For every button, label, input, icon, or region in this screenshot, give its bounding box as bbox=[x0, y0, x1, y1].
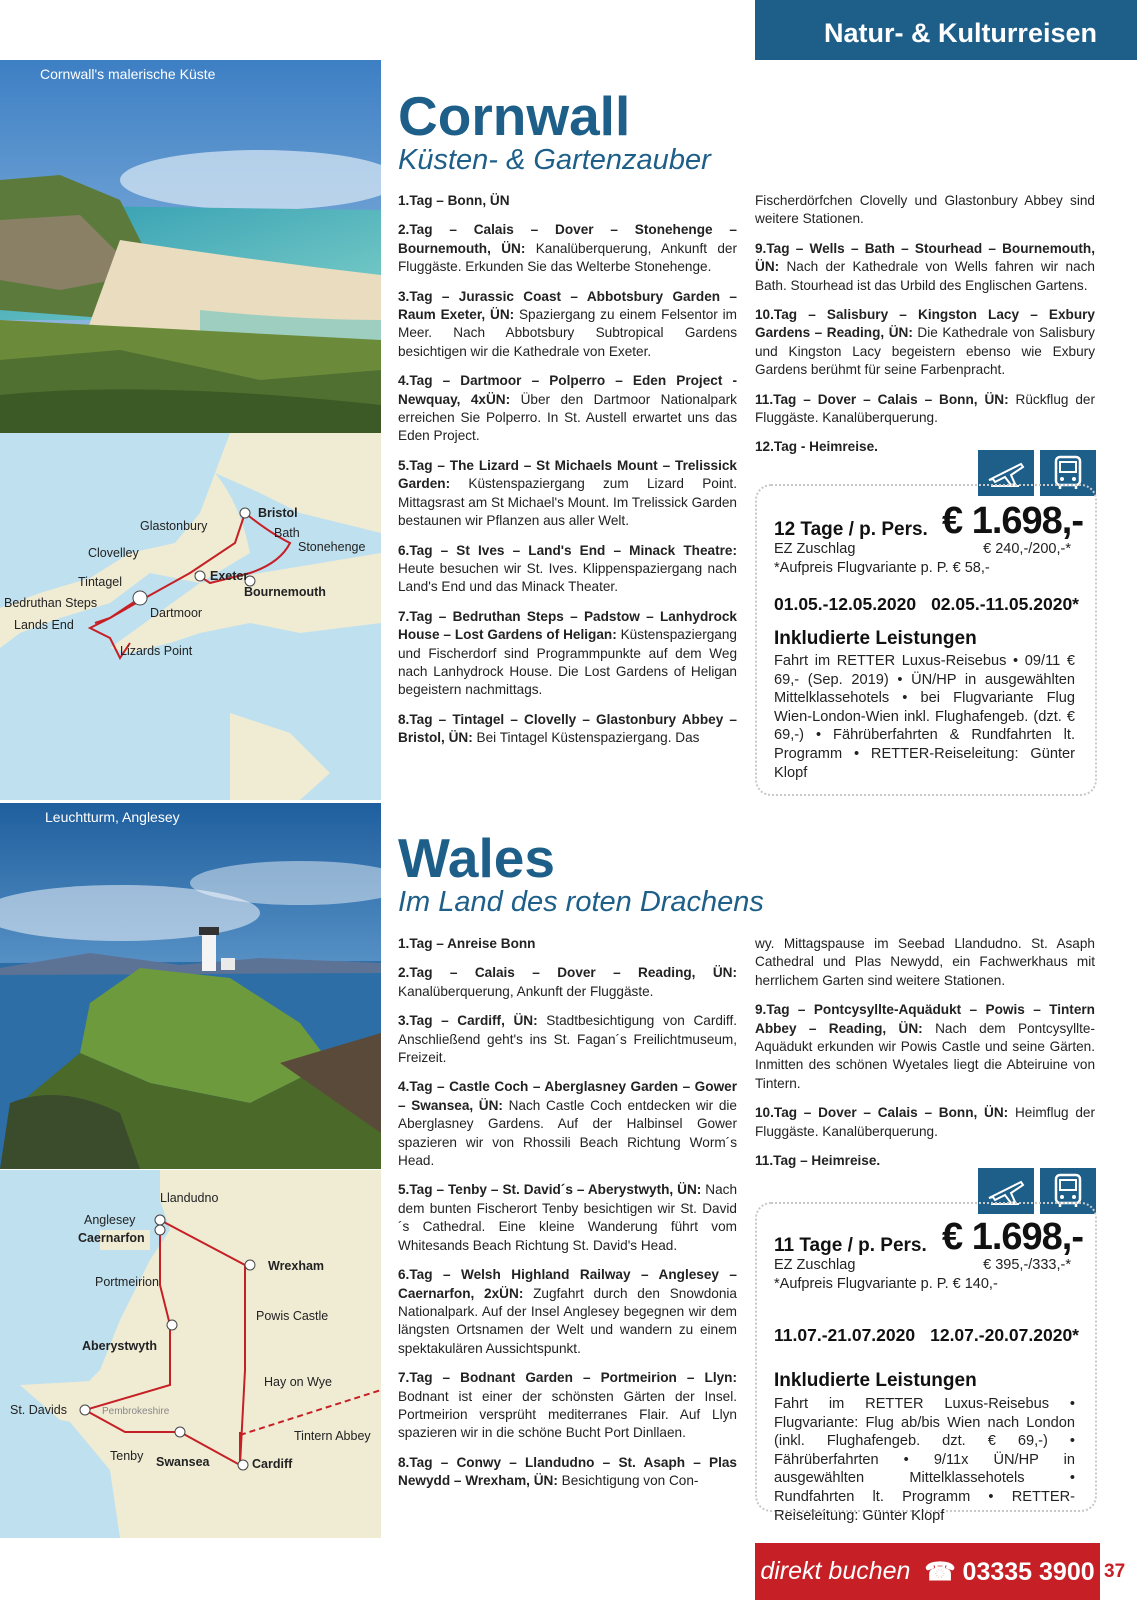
map-label: Anglesey bbox=[84, 1213, 136, 1227]
itinerary-day: 2.Tag – Calais – Dover – Stonehenge – Bournemouth, ÜN: Kanalüberquerung, Ankunft der Fluggäste. Erkunden Sie das Welterbe Stonehenge. bbox=[398, 222, 737, 275]
map-label: St. Davids bbox=[10, 1403, 67, 1417]
price: € 1.698,- bbox=[942, 1216, 1083, 1258]
price: € 1.698,- bbox=[942, 500, 1083, 542]
map-label: Clovelley bbox=[88, 546, 139, 560]
map-label: Stonehenge bbox=[298, 540, 366, 554]
itinerary-day: 6.Tag – St Ives – Land's End – Minack Theatre: Heute besuchen wir St. Ives. Klippenspaziergang nach Land's End und das Minack Theater. bbox=[398, 542, 737, 595]
map-label: Bath bbox=[274, 526, 300, 540]
wales-photo bbox=[0, 803, 381, 1169]
map-label: Exeter bbox=[210, 569, 249, 583]
itinerary-day: wy. Mittagspause im Seebad Llandudno. St. Asaph Cathedral und Plas Newydd, ein Fachwerkhaus mit herrlichem Garten sind weitere Stationen. bbox=[755, 936, 1095, 988]
ez-row: EZ Zuschlag € 395,-/333,-* bbox=[774, 1257, 1071, 1273]
cornwall-itinerary-col1 bbox=[398, 192, 737, 777]
included-title: Inkludierte Leistungen bbox=[774, 628, 977, 649]
fly-row: *Aufpreis Flugvariante p. P. € 140,- bbox=[774, 1276, 998, 1292]
itinerary-day: 2.Tag – Calais – Dover – Reading, ÜN: Kanalüberquerung, Ankunft der Fluggäste. bbox=[398, 965, 737, 999]
fly-row: *Aufpreis Flugvariante p. P. € 58,- bbox=[774, 560, 990, 576]
itinerary-day: 1.Tag – Anreise Bonn bbox=[398, 936, 536, 951]
included-title: Inkludierte Leistungen bbox=[774, 1370, 977, 1391]
photo-caption: Cornwall's malerische Küste bbox=[40, 66, 216, 82]
travel-dates: 01.05.-12.05.2020 02.05.-11.05.2020* bbox=[774, 594, 1079, 614]
map-label: Dartmoor bbox=[150, 606, 203, 620]
wales-price-box bbox=[755, 1202, 1097, 1524]
itinerary-day: 12.Tag - Heimreise. bbox=[755, 439, 878, 455]
map-label: Llandudno bbox=[160, 1191, 219, 1205]
itinerary-day: 10.Tag – Salisbury – Kingston Lacy – Exbury Gardens – Reading, ÜN: Die Kathedrale von Salisbury und Kingston Lacy begeistern ebenso wie Exbury Gardens berühmt für seine Farbenpracht. bbox=[755, 307, 1095, 378]
map-label: Pembrokeshire bbox=[102, 1406, 170, 1417]
itinerary-day: 5.Tag – Tenby – St. David´s – Aberystwyth, ÜN: Nach dem bunten Fischerort Tenby besichtigen wir St. David´s Cathedral. Eine kleine Wanderung führt vom Whitesands Beach Richtung St. David's Head. bbox=[398, 1182, 737, 1253]
map-label: Aberystwyth bbox=[82, 1339, 158, 1353]
cornwall-itinerary-col2 bbox=[755, 192, 1095, 472]
itinerary-day: 7.Tag – Bedruthan Steps – Padstow – Lanhydrock House – Lost Gardens of Heligan: Küstenspaziergang und Fischerdorf sind Programmpunkte auf dem Weg nach Lanhydrock House. Die Lost Gardens of Heligan begeistern nachmittags. bbox=[398, 608, 737, 698]
itinerary-day: 4.Tag – Dartmoor – Polperro – Eden Project - Newquay, 4xÜN: Über den Dartmoor Nationalpark erreichen Sie Polperro. In St. Austell erwartet uns das Eden Project. bbox=[398, 373, 737, 444]
wales-itinerary-col1 bbox=[398, 935, 737, 1535]
page-number: 37 bbox=[1104, 1561, 1126, 1582]
book-label[interactable]: direkt buchen bbox=[760, 1557, 911, 1585]
itinerary-day: 7.Tag – Bodnant Garden – Portmeirion – Llyn: Bodnant ist einer der schönsten Gärten der Insel. Portmeirion versprüht mediterranes Flair. Auf Llyn spazieren wir in die schöne Bucht Port Dinllaen. bbox=[398, 1370, 737, 1441]
map-label: Tintern Abbey bbox=[294, 1429, 371, 1443]
map-label: Cardiff bbox=[252, 1457, 293, 1471]
itinerary-day: 3.Tag – Cardiff, ÜN: Stadtbesichtigung von Cardiff. Anschließend geht's ins St. Fagan´s Freilichtmuseum, Freizeit. bbox=[398, 1013, 737, 1066]
itinerary-day: 4.Tag – Castle Coch – Aberglasney Garden – Gower – Swansea, ÜN: Nach Castle Coch entdecken wir die Aberglasney Gardens. Auf der Halbinsel Gower spazieren wir von Rhossili Beach Richtung Worm´s Head. bbox=[398, 1079, 737, 1169]
itinerary-day: 9.Tag – Wells – Bath – Stourhead – Bournemouth, ÜN: Nach der Kathedrale von Wells fahren wir nach Bath. Stourhead ist das Urbild des Englischen Gartens. bbox=[755, 240, 1095, 293]
duration-label: 12 Tage / p. Pers. bbox=[774, 519, 928, 540]
wales-map bbox=[0, 1170, 381, 1538]
included-text: Fahrt im RETTER Luxus-Reisebus • Flugvariante: Flug ab/bis Wien nach London (inkl. Flughafengeb. dzt. € 69,-) • Fährüberfahrten • 9/11x ÜN/HP in ausgewählten Mittelklassehotels • Rundfahrten lt. Programm • RETTER-Reiseleitung: Günter Klopf bbox=[774, 1396, 1075, 1524]
itinerary-day: 8.Tag – Conwy – Llandudno – St. Asaph – Plas Newydd – Wrexham, ÜN: Besichtigung von Con- bbox=[398, 1454, 737, 1489]
cornwall-photo bbox=[0, 60, 381, 433]
itinerary-day: 8.Tag – Tintagel – Clovelly – Glastonbury Abbey – Bristol, ÜN: Bei Tintagel Küstenspaziergang. Das bbox=[398, 711, 737, 746]
map-label: Glastonbury bbox=[140, 519, 208, 533]
cornwall-map bbox=[0, 433, 381, 800]
map-label: Caernarfon bbox=[78, 1231, 145, 1245]
map-label: Lizards Point bbox=[120, 644, 193, 658]
itinerary-day: 10.Tag – Dover – Calais – Bonn, ÜN: Heimflug der Fluggäste. Kanalüberquerung. bbox=[755, 1105, 1095, 1139]
map-label: Powis Castle bbox=[256, 1309, 329, 1323]
map-label: Bedruthan Steps bbox=[4, 596, 98, 610]
map-label: Wrexham bbox=[268, 1259, 325, 1273]
map-label: Tintagel bbox=[78, 575, 123, 589]
photo-caption: Leuchtturm, Anglesey bbox=[45, 809, 180, 825]
map-label: Swansea bbox=[156, 1455, 210, 1469]
booking-bar[interactable] bbox=[755, 1543, 1100, 1600]
duration-label: 11 Tage / p. Pers. bbox=[774, 1235, 927, 1256]
cornwall-price-box bbox=[755, 484, 1097, 796]
map-label: Lands End bbox=[14, 618, 74, 632]
phone-icon: ☎ bbox=[924, 1557, 956, 1586]
cornwall-title: Cornwall bbox=[398, 85, 631, 147]
phone-number[interactable]: ☎ 03335 3900 bbox=[924, 1557, 1095, 1586]
map-label: Portmeirion bbox=[95, 1275, 159, 1289]
included-text: Fahrt im RETTER Luxus-Reisebus • 09/11 € 69,- (Sep. 2019) • ÜN/HP in ausgewählten Mittelklassehotels • bei Flugvariante Flug Wien-London-Wien inkl. Flughafengeb. (dzt. € 69,-) • Fährüberfahrten & Rundfahrten lt. Programm • RETTER-Reiseleitung: Günter Klopf bbox=[774, 653, 1075, 781]
map-label: Hay on Wye bbox=[264, 1375, 332, 1389]
itinerary-day: 3.Tag – Jurassic Coast – Abbotsbury Garden – Raum Exeter, ÜN: Spaziergang zu einem Felsentor im Meer. Nach Abbotsbury Subtropical Gardens besichtigen wir die Kathedrale von Exeter. bbox=[398, 288, 737, 359]
itinerary-day: 1.Tag – Bonn, ÜN bbox=[398, 193, 510, 208]
itinerary-day: Fischerdörfchen Clovelly und Glastonbury Abbey sind weitere Stationen. bbox=[755, 193, 1095, 227]
category-banner: Natur- & Kulturreisen bbox=[755, 0, 1137, 60]
cornwall-subtitle: Küsten- & Gartenzauber bbox=[398, 144, 711, 176]
wales-title: Wales bbox=[398, 827, 555, 889]
map-label: Bournemouth bbox=[244, 585, 326, 599]
travel-dates: 11.07.-21.07.2020 12.07.-20.07.2020* bbox=[774, 1325, 1079, 1345]
itinerary-day: 11.Tag – Dover – Calais – Bonn, ÜN: Rückflug der Fluggäste. Kanalüberquerung. bbox=[755, 391, 1095, 426]
itinerary-day: 5.Tag – The Lizard – St Michaels Mount – Trelissick Garden: Küstenspaziergang zum Lizard Point. Mittagsrast am St Michael's Mount. Im Trelissick Garden bestaunen wir Pflanzen aus aller Welt. bbox=[398, 457, 737, 529]
itinerary-day: 11.Tag – Heimreise. bbox=[755, 1153, 881, 1169]
wales-itinerary-col2 bbox=[755, 935, 1095, 1185]
map-label: Bristol bbox=[258, 506, 298, 520]
wales-subtitle: Im Land des roten Drachens bbox=[398, 886, 764, 918]
ez-row: EZ Zuschlag € 240,-/200,-* bbox=[774, 541, 1071, 557]
itinerary-day: 9.Tag – Pontcysyllte-Aquädukt – Powis – Tintern Abbey – Reading, ÜN: Nach dem Pontcysyllte-Aquädukt erkunden wir Powis Castle und seine Gärten. Inmitten des schönen Wyetales liegt die Abteiruine von Tintern. bbox=[755, 1002, 1095, 1091]
itinerary-day: 6.Tag – Welsh Highland Railway – Anglesey – Caernarfon, 2xÜN: Zugfahrt durch den Snowdonia Nationalpark. Auf der Insel Anglesey begegnen wir dem längsten Ortsnamen der Welt und wandern zu einem spektakulären Aussichtspunkt. bbox=[398, 1267, 737, 1356]
map-label: Tenby bbox=[110, 1449, 144, 1463]
